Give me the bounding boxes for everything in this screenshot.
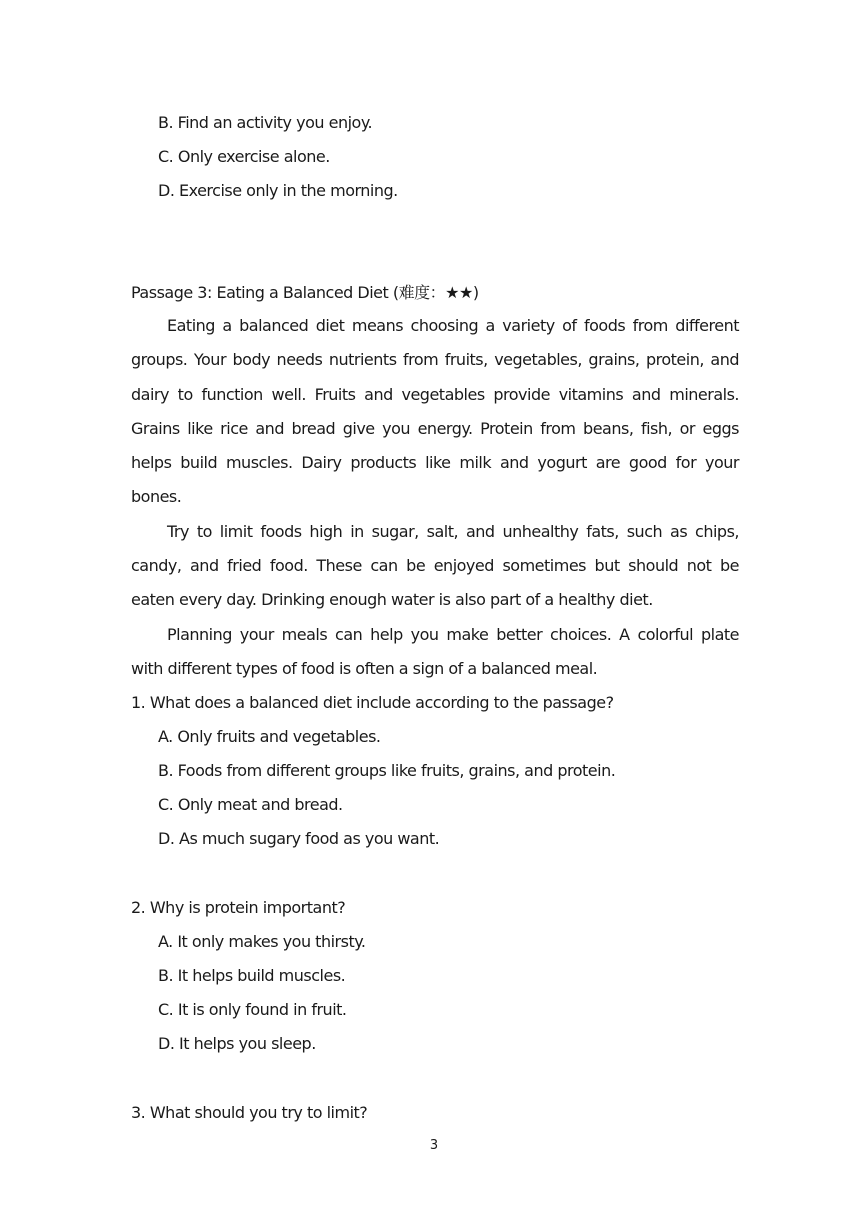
passage-title: Passage 3: Eating a Balanced Diet (难度：★★) — [131, 283, 479, 302]
question-1: 1. What does a balanced diet include according to the passage? — [131, 693, 614, 712]
question-1-option-a: A. Only fruits and vegetables. — [158, 727, 381, 746]
passage-body — [131, 309, 739, 686]
question-1-option-b: B. Foods from different groups like fruits, grains, and protein. — [158, 761, 616, 780]
prev-option-d: D. Exercise only in the morning. — [158, 181, 398, 200]
question-1-option-d: D. As much sugary food as you want. — [158, 829, 440, 848]
prev-option-b: B. Find an activity you enjoy. — [158, 113, 373, 132]
question-2-option-a: A. It only makes you thirsty. — [158, 932, 366, 951]
question-2-option-b: B. It helps build muscles. — [158, 966, 346, 985]
question-3: 3. What should you try to limit? — [131, 1103, 368, 1122]
page-number: 3 — [429, 1138, 439, 1153]
passage-paragraph-1: Eating a balanced diet means choosing a variety of foods from different groups. Your body needs nutrients from fruits, vegetables, grains, protein, and dairy to function well. Fruits and vegetables provide vitamins and minerals. Grains like rice and bread give you energy. Protein from beans, fish, or eggs helps build muscles. Dairy products like milk and yogurt are good for your bones. — [131, 316, 739, 507]
question-1-option-c: C. Only meat and bread. — [158, 795, 343, 814]
question-2: 2. Why is protein important? — [131, 898, 346, 917]
prev-option-c: C. Only exercise alone. — [158, 147, 330, 166]
question-2-option-c: C. It is only found in fruit. — [158, 1000, 347, 1019]
question-2-option-d: D. It helps you sleep. — [158, 1034, 316, 1053]
passage-paragraph-3: Planning your meals can help you make better choices. A colorful plate with different types of food is often a sign of a balanced meal. — [131, 624, 739, 678]
passage-paragraph-2: Try to limit foods high in sugar, salt, and unhealthy fats, such as chips, candy, and fried food. These can be enjoyed sometimes but should not be eaten every day. Drinking enough water is also part of a healthy diet. — [131, 521, 739, 610]
